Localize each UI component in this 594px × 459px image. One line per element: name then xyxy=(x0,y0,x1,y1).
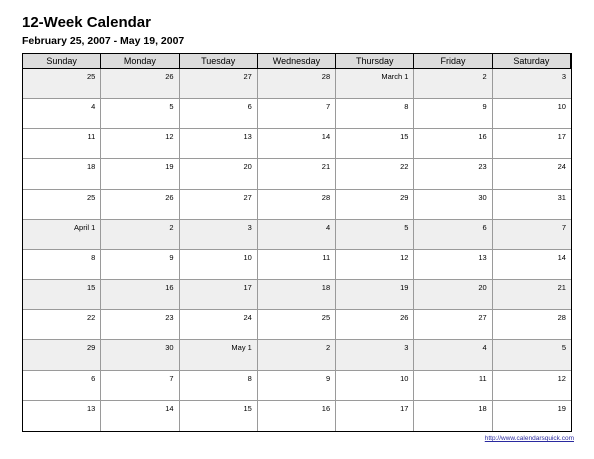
day-cell: 26 xyxy=(336,310,414,340)
day-cell: 7 xyxy=(258,99,336,129)
day-cell: 15 xyxy=(180,401,258,431)
day-cell: 28 xyxy=(258,190,336,220)
day-cell: 25 xyxy=(23,190,101,220)
day-cell: 14 xyxy=(101,401,179,431)
header-friday: Friday xyxy=(414,54,492,69)
day-cell: 2 xyxy=(258,340,336,370)
date-range-subtitle: February 25, 2007 - May 19, 2007 xyxy=(22,35,185,47)
day-cell: 26 xyxy=(101,190,179,220)
day-cell: 18 xyxy=(414,401,492,431)
day-cell: 27 xyxy=(414,310,492,340)
day-cell: 9 xyxy=(258,371,336,401)
day-cell: 12 xyxy=(493,371,571,401)
day-cell: 10 xyxy=(180,250,258,280)
day-cell: 11 xyxy=(258,250,336,280)
day-cell: 14 xyxy=(493,250,571,280)
day-cell: 5 xyxy=(336,220,414,250)
day-cell: 24 xyxy=(493,159,571,189)
day-cell: 20 xyxy=(414,280,492,310)
day-cell: 25 xyxy=(23,69,101,99)
header-saturday: Saturday xyxy=(493,54,571,69)
header-tuesday: Tuesday xyxy=(180,54,258,69)
day-cell: 28 xyxy=(258,69,336,99)
day-cell: 5 xyxy=(493,340,571,370)
day-cell: 10 xyxy=(493,99,571,129)
header-thursday: Thursday xyxy=(336,54,414,69)
day-cell: 30 xyxy=(101,340,179,370)
day-cell: 11 xyxy=(414,371,492,401)
day-cell: 9 xyxy=(414,99,492,129)
header-monday: Monday xyxy=(101,54,179,69)
header-sunday: Sunday xyxy=(23,54,101,69)
day-cell: 4 xyxy=(258,220,336,250)
day-cell: 10 xyxy=(336,371,414,401)
day-cell: 4 xyxy=(23,99,101,129)
day-cell: March 1 xyxy=(336,69,414,99)
day-cell: 11 xyxy=(23,129,101,159)
day-cell: 4 xyxy=(414,340,492,370)
day-cell: 12 xyxy=(336,250,414,280)
day-cell: 31 xyxy=(493,190,571,220)
header-wednesday: Wednesday xyxy=(258,54,336,69)
day-cell: 14 xyxy=(258,129,336,159)
day-cell: April 1 xyxy=(23,220,101,250)
day-cell: 30 xyxy=(414,190,492,220)
day-cell: 13 xyxy=(23,401,101,431)
day-cell: 16 xyxy=(414,129,492,159)
day-cell: 13 xyxy=(180,129,258,159)
day-cell: 17 xyxy=(180,280,258,310)
day-cell: 3 xyxy=(493,69,571,99)
day-cell: 8 xyxy=(23,250,101,280)
day-cell: 29 xyxy=(336,190,414,220)
website-link[interactable]: http://www.calendarsquick.com xyxy=(484,435,574,442)
day-cell: 23 xyxy=(414,159,492,189)
day-cell: 2 xyxy=(101,220,179,250)
day-cell: 3 xyxy=(336,340,414,370)
day-cell: 18 xyxy=(258,280,336,310)
day-cell: 17 xyxy=(336,401,414,431)
day-cell: 28 xyxy=(493,310,571,340)
day-cell: 19 xyxy=(336,280,414,310)
day-cell: 20 xyxy=(180,159,258,189)
day-cell: 6 xyxy=(414,220,492,250)
day-cell: 16 xyxy=(258,401,336,431)
day-cell: 8 xyxy=(180,371,258,401)
day-cell: 19 xyxy=(557,403,566,413)
day-cell: 21 xyxy=(493,280,571,310)
day-cell: 25 xyxy=(258,310,336,340)
day-cell: 2 xyxy=(414,69,492,99)
page-title: 12-Week Calendar xyxy=(22,14,151,31)
day-cell: 27 xyxy=(180,69,258,99)
day-cell: 9 xyxy=(101,250,179,280)
day-cell: 6 xyxy=(23,371,101,401)
day-cell: 16 xyxy=(101,280,179,310)
day-cell: 24 xyxy=(180,310,258,340)
day-cell: 23 xyxy=(101,310,179,340)
day-cell: 3 xyxy=(180,220,258,250)
day-cell: 19 xyxy=(101,159,179,189)
day-cell: 15 xyxy=(336,129,414,159)
day-cell: 8 xyxy=(336,99,414,129)
day-cell: 22 xyxy=(336,159,414,189)
day-cell: 27 xyxy=(180,190,258,220)
calendar-grid xyxy=(22,53,572,432)
day-cell: 18 xyxy=(23,159,101,189)
day-cell: 12 xyxy=(101,129,179,159)
day-cell: 26 xyxy=(101,69,179,99)
day-cell: 5 xyxy=(101,99,179,129)
day-cell: May 1 xyxy=(180,340,258,370)
day-cell: 7 xyxy=(101,371,179,401)
day-cell: 22 xyxy=(23,310,101,340)
day-cell: 15 xyxy=(23,280,101,310)
day-cell: 17 xyxy=(493,129,571,159)
day-cell: 6 xyxy=(180,99,258,129)
day-cell: 29 xyxy=(23,340,101,370)
day-cell: 7 xyxy=(493,220,571,250)
day-cell: 13 xyxy=(414,250,492,280)
day-cell: 21 xyxy=(258,159,336,189)
